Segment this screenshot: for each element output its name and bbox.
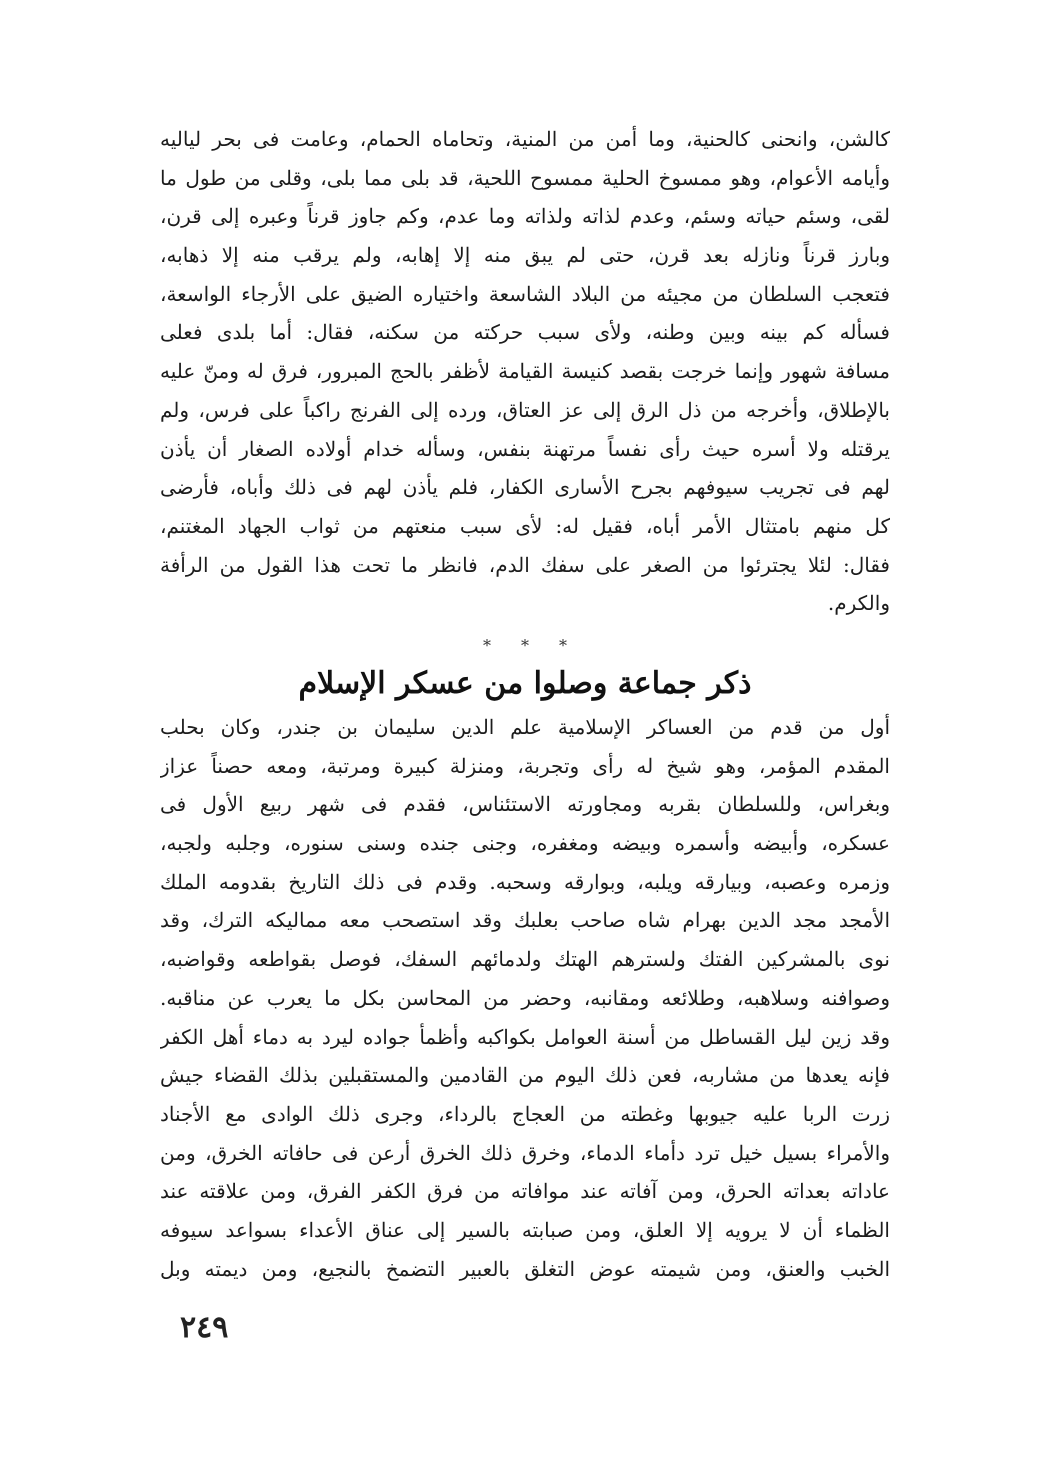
asterisk-icon: *: [483, 636, 491, 655]
text-line: بالإطلاق، وأخرجه من ذل الرق إلى عز العتاق، ورده إلى الفرنج راكباً على فرس، ولم: [160, 397, 890, 422]
text-line: يرقتله ولا أسره حيث رأى نفساً مرتهنة بنفس، وسأله خدام أولاده الصغار أن يأذن: [160, 436, 890, 461]
text-line: لقى، وسئم حياته وسئم، وعدم لذاته ولذاته وما عدم، وكم جاوز قرناً وعبره إلى قرن،: [160, 204, 890, 229]
paragraph-2: [160, 708, 890, 1288]
text-line: فقال: لئلا يجترئوا من الصغر على سفك الدم، فانظر ما تحت هذا القول من الرأفة: [160, 552, 890, 577]
text-line: لهم فى تجريب سيوفهم بجرح الأسارى الكفار، فلم يأذن لهم فى ذلك وأباه، فأرضى: [160, 475, 890, 500]
text-line: والأمراء بسيل خيل ترد دأماء الدماء، وخرق ذلك الخرق أرعن فى حافاته الخرق، ومن: [160, 1140, 890, 1165]
text-line: فسأله كم بينه وبين وطنه، ولأى سبب حركته من سكنه، فقال: أما بلدى فعلى: [160, 320, 890, 345]
text-line: مسافة شهور وإنما خرجت بقصد كنيسة القيامة لأظفر بالحج المبرور، فرق له ومنّ عليه: [160, 359, 890, 384]
text-line: وقد زين ليل القساطل من أسنة العوامل بكواكبه وأظمأ جواده ليرد به دماء أهل الكفر: [160, 1024, 890, 1049]
text-line: الأمجد مجد الدين بهرام شاه صاحب بعلبك وقد استصحب معه مماليكه الترك، وقد: [160, 908, 890, 933]
section-divider-ornament: [160, 636, 890, 655]
section-heading: ذكر جماعة وصلوا من عسكر الإسلام: [298, 666, 752, 701]
text-line: وزمره وعصبه، وبيارقه ويلبه، وبوارقه وسحبه. وقدم فى ذلك التاريخ بقدومه الملك: [160, 869, 890, 894]
text-line: وأيامه الأعوام، وهو ممسوخ الحلية ممسوح اللحية، قد بلى مما بلى، وقلى من طول ما: [160, 165, 890, 190]
page-number: ٢٤٩: [180, 1310, 229, 1345]
asterisk-icon: *: [559, 636, 567, 655]
text-line: نوى بالمشركين الفتك ولسترهم الهتك ولدمائهم السفك، فوصل بقواطعه وقواضبه،: [160, 947, 890, 972]
text-line: وبغراس، وللسلطان بقربه ومجاورته الاستئناس، فقدم فى شهر ربيع الأول فى: [160, 792, 890, 817]
text-line: كالشن، وانحنى كالحنية، وما أمن من المنية، وتحاماه الحمام، وعامت فى بحر لياليه: [160, 127, 890, 151]
text-line: والكرم.: [827, 591, 890, 616]
text-line: فإنه يعدها من مشاربه، فعن ذلك اليوم من القادمين والمستقبلين بذلك القضاء جيش: [160, 1063, 890, 1088]
text-line: عسكره، وأبيضه وأسمره وبيضه ومغفره، وجنى جنده وسنى سنوره، وجلبه ولجبه،: [160, 831, 890, 856]
text-line: الظماء أن لا يرويه إلا العلق، ومن صبابته بالسير إلى عناق الأعداء بسواعد سيوفه: [160, 1217, 890, 1242]
text-line: الخبب والعنق، ومن شيمته عوض التغلق بالعبير التضمخ بالنجيع، ومن ديمته وبل: [160, 1256, 890, 1281]
text-line: فتعجب السلطان من مجيئه من البلاد الشاسعة واختياره الضيق على الأرجاء الواسعة،: [160, 281, 890, 306]
asterisk-icon: *: [521, 636, 529, 655]
text-line: زرت الربا عليه جيوبها وغطته من العجاج بالرداء، وجرى ذلك الوادى مع الأجناد: [160, 1101, 890, 1126]
text-line: وصوافنه وسلاهبه، وطلائعه ومقانبه، وحضر من المحاسن بكل ما يعرب عن مناقبه.: [160, 985, 890, 1010]
paragraph-1: [160, 120, 890, 623]
text-line: وبارز قرناً ونازله بعد قرن، حتى لم يبق منه إلا إهابه، ولم يرقب منه إلا ذهابه،: [160, 243, 890, 268]
text-line: عاداته بعداته الحرق، ومن آفاته عند موافاته من فرق الكفر الفرق، ومن علاقته عند: [160, 1179, 890, 1204]
text-line: المقدم المؤمر، وهو شيخ له رأى وتجربة، ومنزلة كبيرة ومرتبة، ومعه حصناً عزاز: [160, 753, 890, 778]
text-line: كل منهم بامتثال الأمر أباه، فقيل له: لأى سبب منعتهم من ثواب الجهاد المغتنم،: [160, 513, 890, 538]
text-line: أول من قدم من العساكر الإسلامية علم الدين سليمان بن جندر، وكان بحلب: [160, 715, 890, 739]
